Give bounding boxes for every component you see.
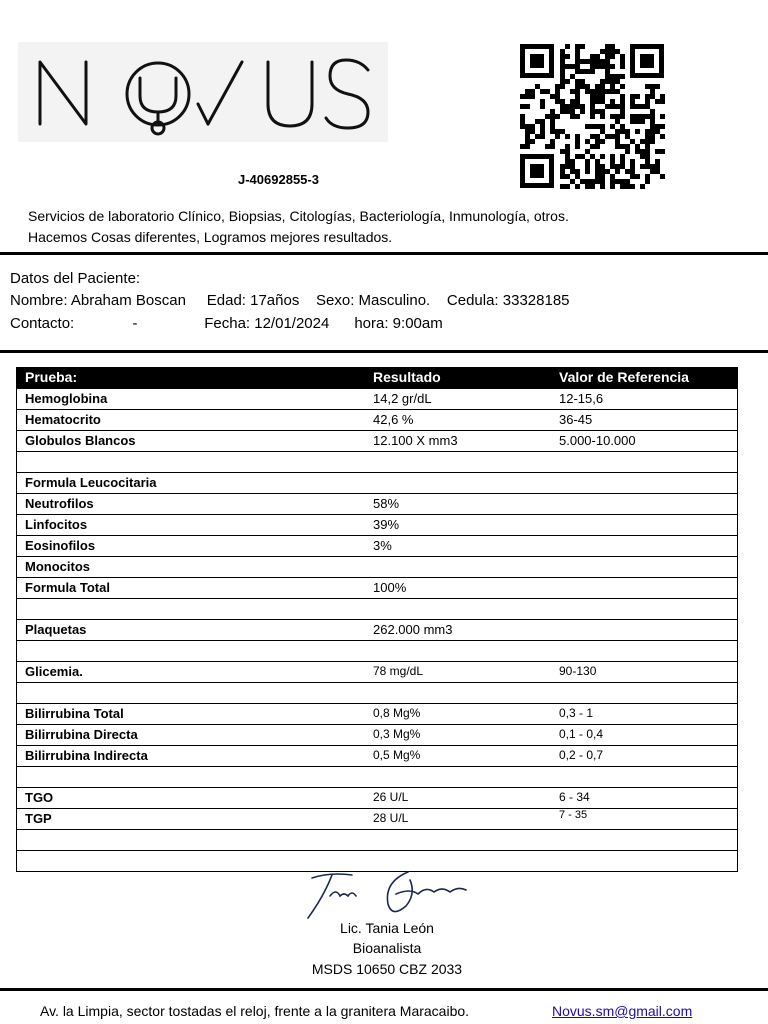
cell-test: TGO — [25, 790, 54, 805]
email-link[interactable]: Novus.sm@gmail.com — [552, 1003, 693, 1019]
cell-reference: 90-130 — [559, 664, 597, 678]
cell-result: 0,5 Mg% — [373, 748, 421, 762]
handwritten-signature — [300, 866, 475, 926]
table-row — [17, 830, 737, 851]
cell-reference: 6 - 34 — [559, 790, 590, 804]
signer-title: Bioanalista — [352, 940, 422, 956]
cell-result: 28 U/L — [373, 811, 409, 825]
cell-reference: 5.000-10.000 — [559, 433, 636, 448]
cell-result: 0,3 Mg% — [373, 727, 421, 741]
table-row — [17, 641, 737, 662]
cell-test: Monocitos — [25, 559, 90, 574]
cell-test: Plaquetas — [25, 622, 87, 637]
signer-license: MSDS 10650 CBZ 2033 — [311, 961, 463, 977]
table-body — [17, 389, 737, 872]
divider — [0, 252, 768, 255]
footer-address: Av. la Limpia, sector tostadas el reloj, frente a la granitera Maracaibo. — [40, 1003, 470, 1019]
table-row — [17, 431, 737, 452]
cell-reference: 12-15,6 — [559, 391, 604, 406]
table-row — [17, 809, 737, 830]
table-row — [17, 599, 737, 620]
cell-test: Glicemia. — [25, 664, 83, 679]
table-row — [17, 452, 737, 473]
cell-result: 14,2 gr/dL — [373, 391, 432, 406]
signer-name: Lic. Tania León — [340, 920, 434, 936]
cell-result: 100% — [373, 580, 407, 595]
table-row — [17, 662, 737, 683]
cell-reference: 0,3 - 1 — [559, 706, 594, 720]
divider — [0, 988, 768, 991]
tagline-services: Servicios de laboratorio Clínico, Biopsias, Citologías, Bacteriología, Inmunología, otros. — [28, 208, 569, 224]
table-header-row — [17, 368, 737, 389]
cell-test: Hemoglobina — [25, 391, 108, 406]
header-reference: Valor de Referencia — [559, 369, 689, 385]
novus-logo — [18, 42, 388, 142]
table-row — [17, 557, 737, 578]
table-row — [17, 515, 737, 536]
results-table — [16, 367, 738, 872]
header-test: Prueba: — [25, 369, 78, 385]
cell-test: Linfocitos — [25, 517, 88, 532]
cell-test: Neutrofilos — [25, 496, 94, 511]
cell-result: 3% — [373, 538, 392, 553]
divider — [0, 350, 768, 353]
cell-reference: 7 - 35 — [559, 809, 588, 821]
cell-test: Formula Total — [25, 580, 110, 595]
header-result: Resultado — [373, 369, 441, 385]
cell-test: Eosinofilos — [25, 538, 96, 553]
cell-test: TGP — [25, 811, 52, 826]
cell-result: 58% — [373, 496, 400, 511]
cell-reference: 36-45 — [559, 412, 593, 427]
cell-test: Hematocrito — [25, 412, 101, 427]
table-row — [17, 389, 737, 410]
table-row — [17, 767, 737, 788]
cell-result: 42,6 % — [373, 412, 414, 427]
patient-heading: Datos del Paciente: — [10, 270, 141, 287]
cell-test: Bilirrubina Indirecta — [25, 748, 148, 763]
table-row — [17, 536, 737, 557]
table-row — [17, 494, 737, 515]
qr-code[interactable] — [518, 42, 666, 190]
cell-test: Bilirrubina Directa — [25, 727, 138, 742]
table-row — [17, 410, 737, 431]
cell-reference: 0,2 - 0,7 — [559, 748, 604, 762]
table-row — [17, 620, 737, 641]
cell-result: 39% — [373, 517, 400, 532]
cell-result: 0,8 Mg% — [373, 706, 421, 720]
tagline-motto: Hacemos Cosas diferentes, Logramos mejores resultados. — [28, 229, 393, 245]
cell-test: Bilirrubina Total — [25, 706, 124, 721]
company-rif: J-40692855-3 — [238, 172, 319, 187]
patient-contact-line: Contacto: - Fecha: 12/01/2024 hora: 9:00am — [10, 315, 443, 332]
cell-result: 78 mg/dL — [373, 664, 424, 678]
table-row — [17, 704, 737, 725]
cell-result: 12.100 X mm3 — [373, 433, 458, 448]
cell-result: 262.000 mm3 — [373, 622, 453, 637]
table-row — [17, 578, 737, 599]
qr-code-graphic — [518, 42, 666, 190]
table-row — [17, 725, 737, 746]
cell-result: 26 U/L — [373, 790, 409, 804]
table-row — [17, 683, 737, 704]
cell-reference: 0,1 - 0,4 — [559, 727, 604, 741]
table-row — [17, 788, 737, 809]
table-row — [17, 746, 737, 767]
patient-identity-line: Nombre: Abraham Boscan Edad: 17años Sexo: Masculino. Cedula: 33328185 — [10, 292, 570, 309]
table-row — [17, 473, 737, 494]
cell-test: Globulos Blancos — [25, 433, 136, 448]
cell-test: Formula Leucocitaria — [25, 475, 157, 490]
